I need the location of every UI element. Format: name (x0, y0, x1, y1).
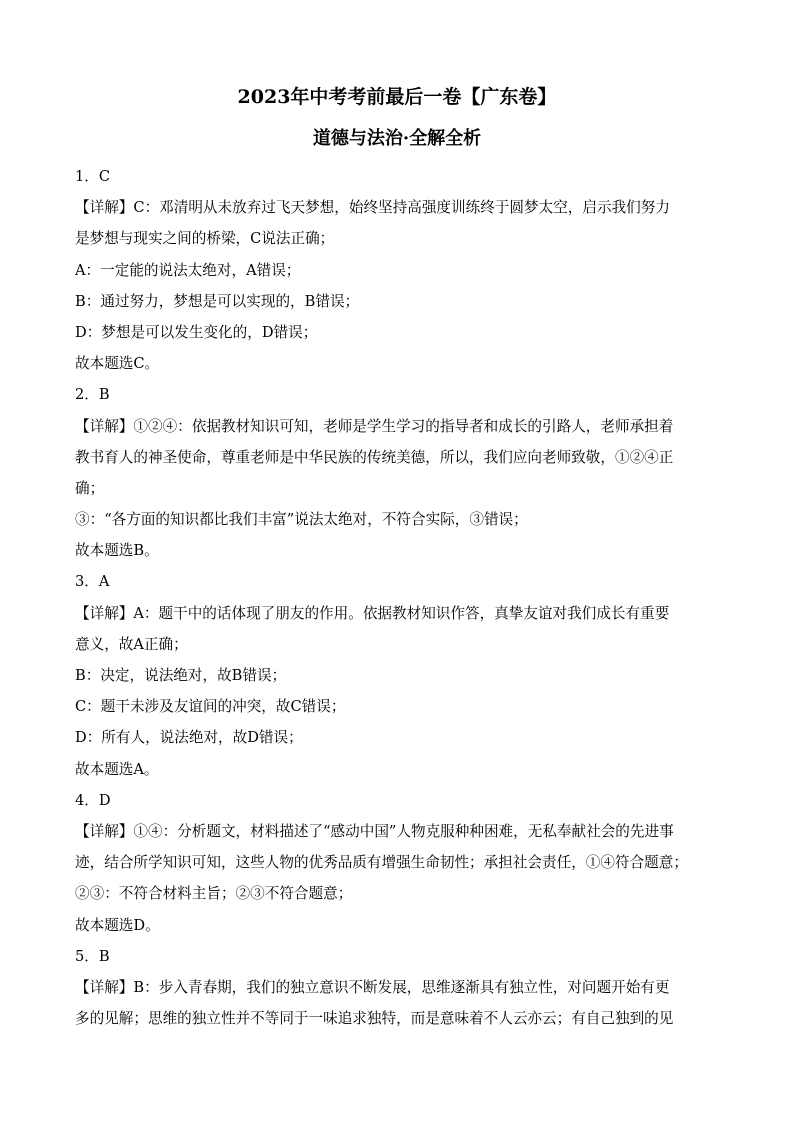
text-line: 【详解】①④：分析题文，材料描述了“感动中国”人物克服种种困难，无私奉献社会的先进事 (75, 822, 674, 840)
text-line: ②③：不符合材料主旨；②③不符合题意； (75, 885, 353, 903)
text-line: B：通过努力，梦想是可以实现的，B错误； (75, 292, 360, 310)
text-line: 故本题选B。 (75, 542, 159, 560)
text-line: A：一定能的说法太绝对，A错误； (75, 261, 301, 279)
text-line: 3．A (75, 573, 110, 591)
text-line: 意义，故A正确； (75, 635, 188, 653)
text-line: 故本题选D。 (75, 916, 160, 934)
text-line: D：所有人，说法绝对，故D错误； (75, 729, 303, 747)
text-line: 是梦想与现实之间的桥梁，C说法正确； (75, 230, 335, 248)
document-subtitle: 道德与法治·全解全析 (312, 128, 482, 149)
text-line: 1．C (75, 168, 111, 185)
text-line: D：梦想是可以发生变化的，D错误； (75, 323, 318, 341)
text-line: 5．B (75, 947, 110, 965)
text-line: 【详解】B：步入青春期，我们的独立意识不断发展，思维逐渐具有独立性，对问题开始有更 (75, 978, 670, 996)
text-line: 【详解】①②④：依据教材知识可知，老师是学生学习的指导者和成长的引路人，老师承担着 (75, 417, 674, 435)
text-line: C：题干未涉及友谊间的冲突，故C错误； (75, 698, 346, 716)
document-body (75, 161, 723, 1034)
text-line: 4．D (75, 791, 111, 809)
text-line: 【详解】C：邓清明从未放弃过飞天梦想，始终坚持高强度训练终于圆梦太空，启示我们努力 (75, 199, 670, 217)
text-line: 2．B (75, 386, 110, 404)
text-line: 迹，结合所学知识可知，这些人物的优秀品质有增强生命韧性；承担社会责任，①④符合题意； (75, 854, 688, 872)
text-line: 【详解】A：题干中的话体现了朋友的作用。依据教材知识作答，真挚友谊对我们成长有重要 (75, 604, 670, 622)
text-line: 故本题选A。 (75, 760, 159, 778)
text-line: 确； (75, 479, 105, 497)
text-line: 教书育人的神圣使命，尊重老师是中华民族的传统美德，所以，我们应向老师致敬，①②④正 (75, 448, 674, 466)
document-title: 2023年中考考前最后一卷【广东卷】 (237, 86, 557, 108)
text-line: B：决定，说法绝对，故B错误； (75, 667, 287, 684)
text-line: ③：“各方面的知识都比我们丰富”说法太绝对，不符合实际，③错误； (75, 511, 528, 529)
text-line: 多的见解；思维的独立性并不等同于一味追求独特，而是意味着不人云亦云；有自己独到的见 (75, 1010, 674, 1028)
text-line: 故本题选C。 (75, 355, 160, 373)
